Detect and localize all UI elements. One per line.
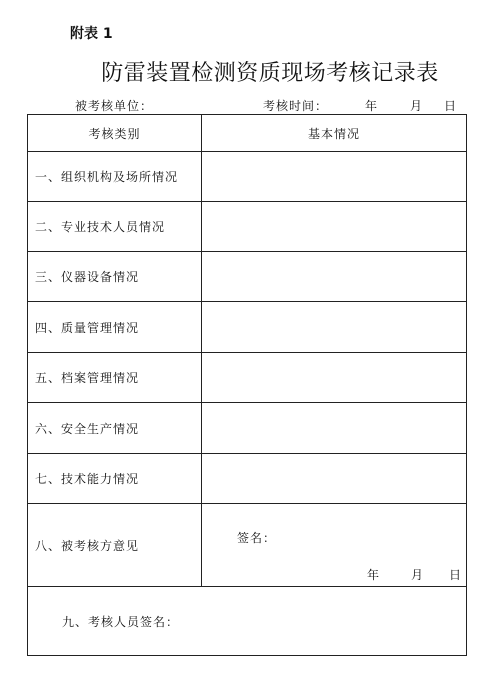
category-label: 三、仪器设备情况	[28, 252, 202, 301]
category-label: 五、档案管理情况	[28, 353, 202, 402]
header-basic-info: 基本情况	[307, 126, 360, 141]
opinion-row	[28, 504, 466, 587]
inspector-signature-label: 九、考核人员签名：	[62, 614, 180, 629]
month-label: 月	[410, 99, 424, 113]
opinion-day-label: 日	[449, 568, 462, 582]
signature-label: 签名：	[237, 531, 277, 545]
table-row	[28, 403, 466, 454]
inspected-unit-label: 被考核单位：	[75, 99, 154, 113]
table-row	[28, 202, 466, 252]
info-cell[interactable]	[202, 403, 466, 453]
opinion-cell[interactable]	[202, 504, 466, 586]
info-cell[interactable]	[202, 252, 466, 301]
opinion-year-label: 年	[367, 568, 380, 582]
table-row	[28, 152, 466, 202]
info-cell[interactable]	[202, 302, 466, 352]
table-row	[28, 454, 466, 504]
appendix-label: 附表 1	[70, 26, 113, 42]
form-title: 防雷装置检测资质现场考核记录表	[101, 61, 439, 86]
assessment-table	[27, 114, 467, 656]
inspection-time-label: 考核时间：	[263, 99, 329, 113]
inspector-signature-row[interactable]	[28, 587, 466, 655]
category-label: 六、安全生产情况	[28, 403, 202, 453]
day-label: 日	[444, 99, 458, 113]
category-label: 七、技术能力情况	[28, 454, 202, 503]
year-label: 年	[365, 99, 379, 113]
table-row	[28, 353, 466, 403]
info-cell[interactable]	[202, 152, 466, 201]
category-label: 二、专业技术人员情况	[28, 202, 202, 251]
category-label: 八、被考核方意见	[28, 504, 202, 586]
table-row	[28, 252, 466, 302]
table-row	[28, 302, 466, 353]
info-cell[interactable]	[202, 202, 466, 251]
info-cell[interactable]	[202, 454, 466, 503]
header-category: 考核类别	[28, 115, 202, 151]
opinion-month-label: 月	[411, 568, 424, 582]
table-header-row	[28, 115, 466, 152]
category-label: 一、组织机构及场所情况	[28, 152, 202, 201]
info-cell[interactable]	[202, 353, 466, 402]
category-label: 四、质量管理情况	[28, 302, 202, 352]
